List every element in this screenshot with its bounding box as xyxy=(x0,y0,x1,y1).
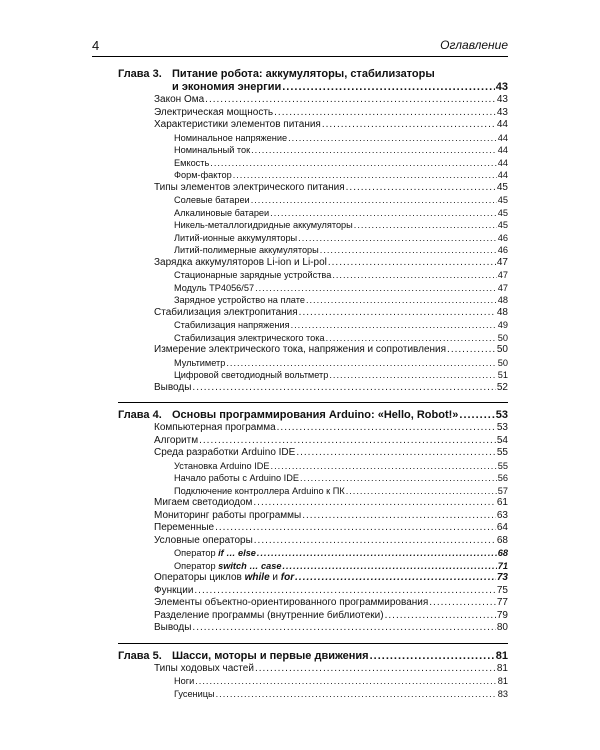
dot-leader xyxy=(326,332,497,345)
toc-entry xyxy=(118,207,508,220)
dot-leader xyxy=(329,369,496,382)
toc-entry xyxy=(118,535,508,548)
toc-entry-title: Разделение программы (внутренние библиотеки) xyxy=(154,609,384,621)
running-header xyxy=(92,38,508,54)
chapter-title: Питание робота: аккумуляторы, стабилизаторы xyxy=(172,68,435,80)
toc-entry-page: 47 xyxy=(496,256,508,268)
toc-entry-page: 44 xyxy=(497,170,508,180)
dot-leader xyxy=(322,119,496,132)
dot-leader xyxy=(385,610,496,623)
toc-entry-title: Типы элементов электрического питания xyxy=(154,181,345,193)
toc-entry xyxy=(118,169,508,182)
toc-entry-title: Мигаем светодиодом xyxy=(154,497,253,508)
dot-leader xyxy=(253,497,495,510)
toc-entry xyxy=(118,369,508,382)
toc-entry-page: 50 xyxy=(496,344,508,355)
toc-entry-page: 44 xyxy=(497,157,508,168)
toc-entry xyxy=(118,510,508,523)
toc-entry-title: Форм-фактор xyxy=(174,170,232,180)
toc-entry-page: 44 xyxy=(497,132,508,143)
toc-entry-title: Элементы объектно-ориентированного программирования xyxy=(154,597,429,608)
toc-entry-title: Литий-ионные аккумуляторы xyxy=(174,232,298,243)
toc-entry-page: 54 xyxy=(496,434,508,446)
toc-entry-title: Емкость xyxy=(174,157,210,168)
page-number: 4 xyxy=(92,38,100,53)
toc-entry xyxy=(118,447,508,460)
dot-leader xyxy=(302,510,496,523)
toc-entry-page: 55 xyxy=(496,447,508,458)
chapter-page: 43 xyxy=(495,81,508,93)
dot-leader xyxy=(277,422,496,435)
toc-entry-page: 47 xyxy=(497,282,508,293)
toc-entry-title: Измерение электрического тока, напряжения и сопротивления xyxy=(154,344,447,355)
toc-entry xyxy=(118,585,508,598)
toc-entry xyxy=(118,547,508,560)
toc-entry xyxy=(118,597,508,610)
dot-leader xyxy=(300,472,497,485)
dot-leader xyxy=(346,485,497,498)
toc-entry-title: Никель-металлогидридные аккумуляторы xyxy=(174,220,353,230)
toc-entry-title: Литий-полимерные аккумуляторы xyxy=(174,245,319,255)
toc-entry xyxy=(118,194,508,207)
dot-leader xyxy=(447,344,496,357)
toc-entry xyxy=(118,472,508,485)
toc-entry-title: Характеристики элементов питания xyxy=(154,119,321,130)
toc-entry-page: 45 xyxy=(496,181,508,193)
toc-entry-page: 75 xyxy=(496,584,508,596)
toc-entry xyxy=(118,132,508,145)
toc-entry xyxy=(118,232,508,245)
dot-leader xyxy=(205,94,496,107)
toc-entry xyxy=(118,269,508,282)
keyword: while xyxy=(244,572,270,583)
dot-leader xyxy=(215,522,496,535)
dot-leader xyxy=(257,547,497,560)
chapter-page: 53 xyxy=(495,409,508,421)
chapter-heading-cont xyxy=(118,81,508,94)
toc-entry-title: Гусеницы xyxy=(174,688,215,699)
toc-entry-page: 46 xyxy=(497,245,508,255)
toc-entry-page: 55 xyxy=(497,460,508,471)
toc-entry-page: 44 xyxy=(497,145,508,155)
toc-entry-title: Цифровой светодиодный вольтметр xyxy=(174,370,329,380)
toc-entry-page: 45 xyxy=(497,207,508,218)
toc-entry-page: 50 xyxy=(497,332,508,343)
toc-entry-title: Номинальное напряжение xyxy=(174,132,288,143)
toc-entry-title: Функции xyxy=(154,584,194,596)
toc-entry-title: Стабилизация электрического тока xyxy=(174,332,325,343)
toc-entry-title: Стабилизация напряжения xyxy=(174,320,290,330)
toc-entry xyxy=(118,460,508,473)
chapter-label: Глава 3. xyxy=(118,68,162,80)
toc-entry xyxy=(118,572,508,585)
dot-leader xyxy=(332,269,496,282)
toc-entry xyxy=(118,282,508,295)
keyword: for xyxy=(280,572,295,583)
toc-entry-page: 81 xyxy=(497,676,508,686)
dot-leader xyxy=(282,81,495,94)
dot-leader xyxy=(354,219,497,232)
toc-entry xyxy=(118,219,508,232)
toc-entry-title: Выводы xyxy=(154,381,192,393)
toc-entry xyxy=(118,522,508,535)
chapter-page: 81 xyxy=(495,649,508,662)
toc-entry-page: 47 xyxy=(497,270,508,280)
toc-entry xyxy=(118,675,508,688)
dot-leader xyxy=(296,447,496,460)
dot-leader xyxy=(295,572,496,585)
table-of-contents xyxy=(118,68,508,700)
toc-entry-title: Стабилизация электропитания xyxy=(154,306,298,318)
toc-entry-title: Зарядное устройство на плате xyxy=(174,295,305,305)
chapter-heading xyxy=(118,402,508,422)
dot-leader xyxy=(271,460,497,473)
chapter-label: Глава 4. xyxy=(118,409,162,421)
toc-entry xyxy=(118,257,508,270)
toc-entry-title: Стационарные зарядные устройства xyxy=(174,270,332,280)
toc-entry xyxy=(118,319,508,332)
toc-entry xyxy=(118,144,508,157)
toc-entry-page: 45 xyxy=(497,195,508,205)
chapter-title-cont: и экономия энергии xyxy=(172,81,282,93)
toc-entry xyxy=(118,344,508,357)
toc-entry xyxy=(118,622,508,635)
toc-entry-title: Подключение контроллера Arduino к ПК xyxy=(174,485,345,496)
chapter-title: Основы программирования Arduino: «Hello, Robot!» xyxy=(172,409,459,421)
chapter-heading xyxy=(118,68,508,81)
dot-leader xyxy=(320,244,497,257)
dot-leader xyxy=(210,157,497,170)
toc-entry xyxy=(118,107,508,120)
toc-entry-title: Оператор if … else xyxy=(174,548,256,558)
toc-entry-title: Алкалиновые батареи xyxy=(174,207,270,218)
dot-leader xyxy=(270,207,497,220)
toc-entry-title: Зарядка аккумуляторов Li-ion и Li-pol xyxy=(154,256,327,268)
toc-entry xyxy=(118,357,508,370)
dot-leader xyxy=(288,132,497,145)
keyword: if … else xyxy=(218,548,256,558)
toc-entry-page: 43 xyxy=(496,94,508,105)
toc-entry xyxy=(118,610,508,623)
dot-leader xyxy=(195,675,497,688)
dot-leader xyxy=(192,622,495,635)
toc-entry-page: 77 xyxy=(496,597,508,608)
toc-entry-page: 50 xyxy=(497,357,508,368)
dot-leader xyxy=(429,597,496,610)
toc-entry-title: Номинальный ток xyxy=(174,145,251,155)
toc-entry-page: 71 xyxy=(497,560,508,571)
dot-leader xyxy=(298,232,497,245)
dot-leader xyxy=(255,282,497,295)
toc-entry-title: Условные операторы xyxy=(154,534,253,546)
toc-entry xyxy=(118,497,508,510)
chapter-heading xyxy=(118,643,508,663)
toc-entry-title: Солевые батареи xyxy=(174,195,250,205)
chapter-label: Глава 5. xyxy=(118,649,162,662)
dot-leader xyxy=(255,663,496,676)
dot-leader xyxy=(199,435,496,448)
dot-leader xyxy=(274,107,496,120)
toc-entry-page: 81 xyxy=(496,662,508,674)
toc-entry-page: 48 xyxy=(496,306,508,318)
toc-entry xyxy=(118,119,508,132)
toc-entry-title: Установка Arduino IDE xyxy=(174,460,270,471)
toc-entry-title: Операторы циклов while и for xyxy=(154,572,295,583)
dot-leader xyxy=(346,182,496,195)
toc-entry-title: Мультиметр xyxy=(174,357,226,368)
toc-entry-page: 52 xyxy=(496,381,508,393)
toc-entry xyxy=(118,485,508,498)
dot-leader xyxy=(282,560,496,573)
toc-entry-page: 61 xyxy=(496,497,508,508)
toc-entry-title: Алгоритм xyxy=(154,434,199,446)
toc-entry-page: 53 xyxy=(496,422,508,433)
toc-entry-title: Среда разработки Arduino IDE xyxy=(154,447,296,458)
dot-leader xyxy=(251,194,497,207)
dot-leader xyxy=(226,357,496,370)
toc-entry-title: Переменные xyxy=(154,522,215,533)
toc-entry-page: 45 xyxy=(497,220,508,230)
toc-entry xyxy=(118,382,508,395)
toc-entry-page: 44 xyxy=(496,119,508,130)
toc-entry xyxy=(118,94,508,107)
toc-entry-page: 79 xyxy=(496,609,508,621)
dot-leader xyxy=(216,688,497,701)
toc-entry-page: 49 xyxy=(497,320,508,330)
toc-entry-title: Оператор switch … case xyxy=(174,560,282,571)
dot-leader xyxy=(459,409,494,422)
toc-entry-title: Модуль TP4056/57 xyxy=(174,282,255,293)
toc-entry-page: 63 xyxy=(496,509,508,521)
toc-entry-title: Закон Ома xyxy=(154,94,205,105)
toc-entry xyxy=(118,157,508,170)
toc-entry-title: Выводы xyxy=(154,622,192,633)
toc-entry-title: Ноги xyxy=(174,676,195,686)
keyword: switch … case xyxy=(218,560,282,571)
toc-entry xyxy=(118,307,508,320)
toc-entry xyxy=(118,244,508,257)
toc-entry-page: 46 xyxy=(497,232,508,243)
toc-entry-page: 48 xyxy=(497,295,508,305)
toc-entry-title: Электрическая мощность xyxy=(154,106,274,118)
toc-entry xyxy=(118,422,508,435)
header-divider xyxy=(92,56,508,57)
toc-entry-page: 83 xyxy=(497,688,508,699)
toc-entry-title: Типы ходовых частей xyxy=(154,662,254,674)
toc-entry xyxy=(118,182,508,195)
dot-leader xyxy=(251,144,497,157)
toc-entry xyxy=(118,435,508,448)
dot-leader xyxy=(192,382,495,395)
dot-leader xyxy=(233,169,497,182)
toc-entry xyxy=(118,332,508,345)
toc-entry-page: 80 xyxy=(496,622,508,633)
toc-entry-page: 51 xyxy=(497,370,508,380)
dot-leader xyxy=(306,294,497,307)
dot-leader xyxy=(291,319,497,332)
toc-entry-page: 43 xyxy=(496,106,508,118)
dot-leader xyxy=(328,257,496,270)
dot-leader xyxy=(254,535,496,548)
dot-leader xyxy=(194,585,495,598)
toc-entry-title: Мониторинг работы программы xyxy=(154,509,302,521)
dot-leader xyxy=(299,307,496,320)
dot-leader xyxy=(370,650,495,663)
running-title: Оглавление xyxy=(440,38,508,52)
toc-entry-page: 68 xyxy=(497,548,508,558)
toc-entry xyxy=(118,663,508,676)
chapter-title: Шасси, моторы и первые движения xyxy=(172,649,369,662)
toc-entry-page: 64 xyxy=(496,522,508,533)
toc-entry-page: 56 xyxy=(497,473,508,483)
toc-entry xyxy=(118,560,508,573)
toc-entry xyxy=(118,294,508,307)
toc-entry xyxy=(118,688,508,701)
toc-entry-title: Начало работы с Arduino IDE xyxy=(174,473,299,483)
toc-entry-page: 68 xyxy=(496,534,508,546)
toc-entry-page: 73 xyxy=(496,572,508,583)
toc-entry-title: Компьютерная программа xyxy=(154,422,276,433)
toc-entry-page: 57 xyxy=(497,485,508,496)
